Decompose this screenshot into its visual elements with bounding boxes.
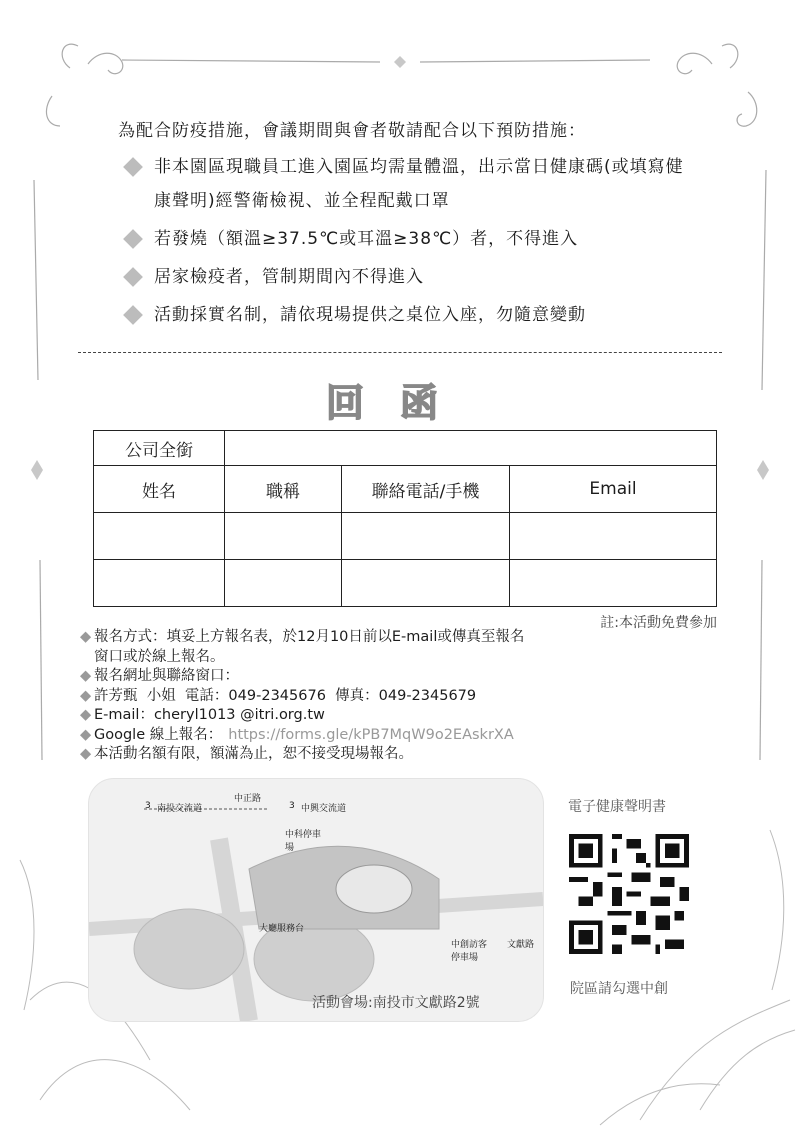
- parking-north-label: 中科停車場: [285, 830, 322, 853]
- company-row: [94, 431, 717, 466]
- qr-code-icon[interactable]: [569, 834, 689, 954]
- info-row: [80, 726, 524, 746]
- name-field[interactable]: [94, 513, 225, 560]
- notice-item: [122, 260, 722, 294]
- diamond-bullet-icon: ◆: [80, 726, 92, 743]
- venue-address: 活動會場:南投市文獻路2號: [312, 995, 480, 1011]
- diamond-bullet-icon: ◆: [80, 707, 92, 723]
- notice-item: [122, 298, 722, 332]
- exit-right-label: 中興交流道: [301, 804, 347, 814]
- contact-person: 許芳甄 小姐 電話：049-2345676 傳真：049-2345679: [94, 687, 477, 704]
- exit-left-num: 3: [145, 801, 151, 811]
- cut-line-divider: [78, 352, 722, 353]
- road-label-right: 文獻路: [507, 940, 535, 950]
- table-row: [94, 560, 717, 607]
- diamond-bullet-icon: ◆: [80, 668, 92, 684]
- header-row: [94, 466, 717, 513]
- contact-heading: 報名網址與聯絡窗口：: [94, 668, 239, 684]
- column-header: 聯絡電話/手機: [342, 466, 510, 513]
- info-row: [80, 745, 524, 765]
- venue-map: [88, 778, 544, 1022]
- reply-form-title: 回函: [325, 381, 474, 425]
- notice-item-text: 居家檢疫者，管制期間內不得進入: [154, 267, 424, 287]
- diamond-bullet-icon: ◆: [80, 687, 92, 704]
- table-row: [94, 513, 717, 560]
- column-header: 姓名: [94, 466, 225, 513]
- method-text-cont: 窗口或於線上報名。: [94, 648, 225, 665]
- job-title-field[interactable]: [225, 560, 342, 607]
- notice-intro: 為配合防疫措施，會議期間與會者敬請配合以下預防措施：: [118, 121, 586, 141]
- registration-info: [80, 628, 524, 765]
- limit-text: 本活動名額有限，額滿為止，恕不接受現場報名。: [94, 746, 413, 762]
- exit-right-num: 3: [289, 801, 295, 811]
- exit-left-label: 南投交流道: [157, 804, 203, 814]
- name-field[interactable]: [94, 560, 225, 607]
- health-declaration-note: 院區請勾選中創: [570, 981, 668, 997]
- diamond-bullet-icon: [123, 157, 143, 177]
- diamond-bullet-icon: ◆: [80, 746, 92, 762]
- map-drawing: [89, 779, 543, 1021]
- notice-list: [122, 150, 722, 336]
- notice-item-text: 活動採實名制，請依現場提供之桌位入座，勿隨意變動: [154, 305, 586, 325]
- google-form-link[interactable]: https://forms.gle/kPB7MqW9o2EAskrXA: [228, 726, 514, 743]
- phone-field[interactable]: [342, 560, 510, 607]
- road-label-top: 中正路: [234, 794, 262, 804]
- diamond-bullet-icon: ◆: [80, 629, 92, 645]
- notice-item-text: 非本園區現職員工進入園區均需量體溫，出示當日健康碼(或填寫健康聲明)經警衛檢視、並全程配戴口罩: [154, 157, 684, 211]
- service-desk-label: 大廳服務台: [259, 924, 305, 934]
- notice-item: [122, 150, 722, 218]
- notice-item: [122, 222, 722, 256]
- info-row: [80, 687, 524, 707]
- google-label: Google 線上報名：: [94, 726, 223, 743]
- diamond-bullet-icon: [123, 229, 143, 249]
- email-field[interactable]: [510, 513, 717, 560]
- diamond-bullet-icon: [123, 267, 143, 287]
- company-label: 公司全銜: [94, 431, 225, 466]
- column-header: Email: [510, 466, 717, 513]
- diamond-bullet-icon: [123, 305, 143, 325]
- info-row: [80, 667, 524, 687]
- job-title-field[interactable]: [225, 513, 342, 560]
- free-event-note: 註:本活動免費參加: [600, 615, 717, 631]
- contact-email[interactable]: E-mail：cheryl1013 @itri.org.tw: [94, 707, 325, 723]
- info-row: [80, 706, 524, 726]
- info-row: [80, 628, 524, 648]
- info-row: [80, 648, 524, 668]
- reply-form-table: [93, 430, 717, 607]
- method-text: 報名方式：填妥上方報名表，於12月10日前以E-mail或傳真至報名: [94, 629, 525, 645]
- phone-field[interactable]: [342, 513, 510, 560]
- parking-guest-label: 中創訪客停車場: [451, 940, 488, 963]
- email-field[interactable]: [510, 560, 717, 607]
- company-field[interactable]: [225, 431, 717, 466]
- notice-item-text: 若發燒（額溫≥37.5℃或耳溫≥38℃）者，不得進入: [154, 229, 579, 249]
- health-declaration-title: 電子健康聲明書: [568, 799, 666, 815]
- column-header: 職稱: [225, 466, 342, 513]
